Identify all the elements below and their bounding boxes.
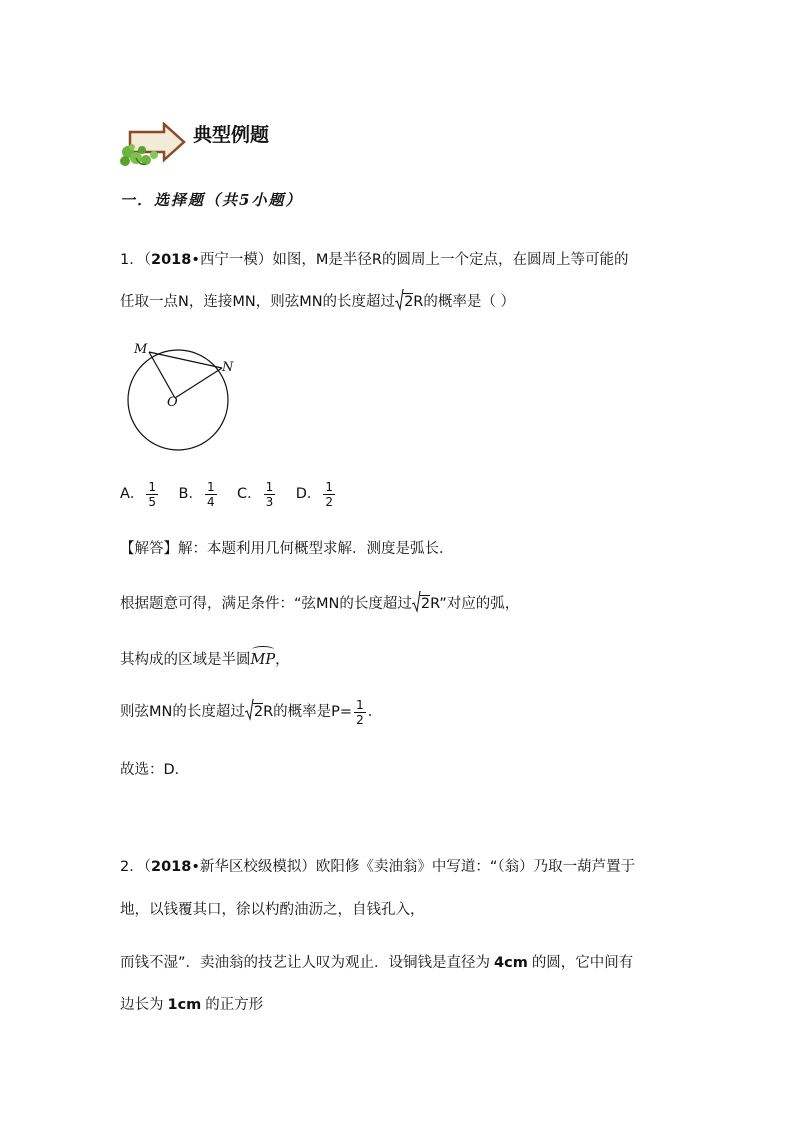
sqrt-expression (412, 594, 430, 614)
page-title: 典型例题 (193, 124, 270, 146)
circle-figure (118, 340, 248, 452)
answer-line-3 (120, 650, 290, 670)
label-o: O (167, 395, 178, 410)
question-number: 2．（ (120, 859, 151, 875)
answer-line-1: 【解答】解：本题利用几何概型求解．测度是弧长． (120, 541, 454, 557)
measure-value: 4cm (494, 955, 528, 971)
options-row (120, 474, 337, 514)
answer-text: 其构成的区域是半圆 (120, 652, 251, 668)
question-2-line-4 (120, 995, 263, 1015)
denominator: 4 (206, 494, 215, 509)
fraction (264, 480, 276, 509)
sqrt-expression (245, 702, 263, 722)
denominator: 2 (356, 712, 364, 727)
question-1-line-2 (120, 292, 515, 312)
question-text: 的正方形 (205, 997, 264, 1013)
arrow-clover-icon (116, 122, 188, 168)
option-d[interactable] (295, 479, 337, 509)
denominator: 5 (148, 494, 157, 509)
answer-text: R的概率是P= (263, 704, 353, 720)
option-letter: A． (120, 486, 145, 502)
question-text: 而钱不湿”．卖油翁的技艺让人叹为观止．设铜钱是直径为 (120, 955, 491, 971)
circle (128, 350, 228, 450)
answer-text: 则弦MN的长度超过 (120, 704, 245, 720)
fraction (146, 480, 158, 509)
answer-text: 根据题意可得，满足条件：“弦MN的长度超过 (120, 596, 412, 612)
answer-line-5: 故选：D． (120, 762, 190, 778)
fraction (354, 698, 366, 727)
radicand: 2 (420, 596, 431, 612)
chord-mn (149, 352, 222, 368)
question-1-line-1 (120, 250, 628, 270)
radius-on (175, 368, 222, 398)
radicand: 2 (253, 704, 264, 720)
arc-mp: MP (250, 652, 276, 668)
answer-text: R”对应的弧， (430, 596, 520, 612)
question-text: •新华区校级模拟）欧阳修《卖油翁》中写道：“（翁）乃取一葫芦置于 (191, 859, 636, 875)
numerator: 1 (356, 697, 364, 712)
answer-text: ． (367, 704, 383, 720)
question-text: 的圆，它中间有 (531, 955, 634, 971)
question-year: 2018 (150, 252, 192, 268)
option-c[interactable] (237, 479, 277, 509)
fraction (205, 480, 217, 509)
radicand: 2 (404, 294, 414, 310)
sqrt-expression (395, 292, 413, 312)
option-letter: D． (295, 486, 322, 502)
question-number: 1．（ (120, 252, 151, 268)
option-a[interactable] (120, 479, 160, 509)
question-text: •西宁一模）如图，M是半径R的圆周上一个定点，在圆周上等可能的 (191, 252, 629, 268)
numerator: 1 (148, 479, 157, 494)
denominator: 3 (265, 494, 274, 509)
section-heading: 一．选择题（共5小题） (120, 191, 303, 209)
question-year: 2018 (150, 859, 192, 875)
answer-line-4 (120, 692, 382, 732)
radius-om (149, 352, 175, 398)
question-text: 任取一点N，连接MN，则弦MN的长度超过 (120, 294, 396, 310)
question-2-line-2: 地，以钱覆其口，徐以杓酌油沥之，自钱孔入， (120, 902, 425, 918)
fraction (323, 480, 335, 509)
question-2-line-1 (120, 857, 635, 877)
measure-value: 1cm (167, 997, 202, 1013)
option-letter: C． (237, 486, 262, 502)
numerator: 1 (265, 479, 274, 494)
label-m: M (134, 342, 148, 357)
answer-text: ， (275, 652, 290, 668)
label-n: N (222, 360, 234, 375)
option-letter: B． (178, 486, 203, 502)
answer-line-2 (120, 594, 519, 614)
question-text: R的概率是（ ） (413, 294, 515, 310)
numerator: 1 (325, 479, 334, 494)
question-2-line-3 (120, 953, 633, 973)
denominator: 2 (325, 494, 334, 509)
option-b[interactable] (178, 479, 219, 509)
question-text: 边长为 (120, 997, 164, 1013)
numerator: 1 (206, 479, 215, 494)
